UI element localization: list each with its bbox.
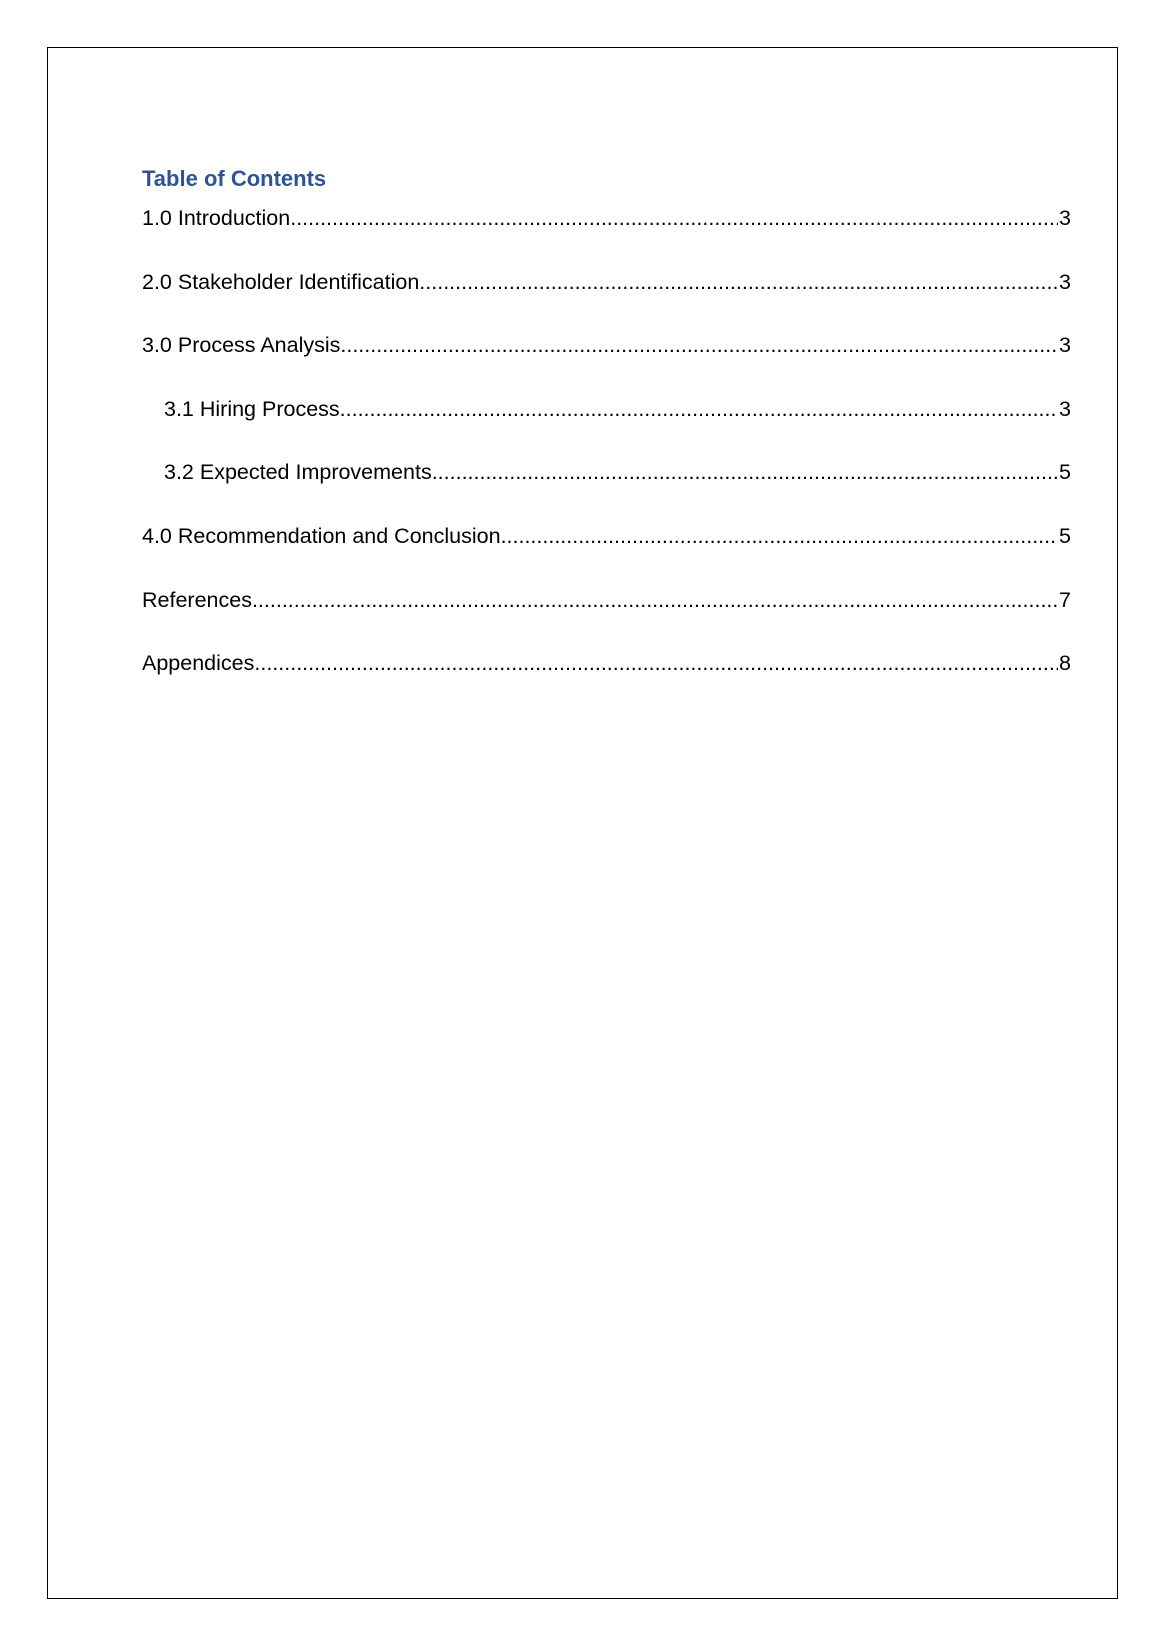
toc-page-number: 3 <box>1059 396 1071 421</box>
table-of-contents <box>142 166 1071 714</box>
toc-page-number: 8 <box>1059 651 1071 676</box>
document-page <box>47 47 1118 1599</box>
toc-page-number: 3 <box>1059 206 1071 230</box>
toc-entry-label: 4.0 Recommendation and Conclusion <box>142 523 501 548</box>
toc-page-number: 5 <box>1059 523 1071 548</box>
toc-entry-appendices[interactable] <box>142 650 1071 676</box>
toc-dot-leader <box>432 459 1058 485</box>
toc-page-number: 5 <box>1059 460 1071 485</box>
toc-heading: Table of Contents <box>142 166 327 191</box>
toc-dot-leader <box>254 650 1058 676</box>
toc-entry-label: 3.1 Hiring Process <box>164 396 340 421</box>
toc-entry-label: References <box>142 587 252 612</box>
toc-dot-leader <box>340 332 1058 358</box>
toc-entry-label: 2.0 Stakeholder Identification <box>142 269 420 294</box>
toc-dot-leader <box>290 205 1058 231</box>
toc-dot-leader <box>419 269 1058 295</box>
toc-entry-stakeholder-identification[interactable] <box>142 269 1071 295</box>
toc-entry-label: 3.2 Expected Improvements <box>164 460 432 485</box>
toc-entry-expected-improvements[interactable] <box>142 459 1071 485</box>
toc-entry-recommendation-conclusion[interactable] <box>142 523 1071 549</box>
toc-dot-leader <box>340 396 1058 422</box>
toc-entry-references[interactable] <box>142 587 1071 613</box>
toc-page-number: 7 <box>1059 587 1071 612</box>
toc-page-number: 3 <box>1059 269 1071 294</box>
toc-dot-leader <box>252 587 1058 613</box>
toc-page-number: 3 <box>1059 333 1071 358</box>
toc-entry-label: 3.0 Process Analysis <box>142 333 341 358</box>
toc-list <box>142 205 1071 676</box>
toc-entry-introduction[interactable] <box>142 205 1071 231</box>
toc-entry-label: 1.0 Introduction <box>142 206 291 230</box>
toc-dot-leader <box>501 523 1058 549</box>
toc-entry-label: Appendices <box>142 651 255 676</box>
toc-entry-process-analysis[interactable] <box>142 332 1071 358</box>
toc-entry-hiring-process[interactable] <box>142 396 1071 422</box>
